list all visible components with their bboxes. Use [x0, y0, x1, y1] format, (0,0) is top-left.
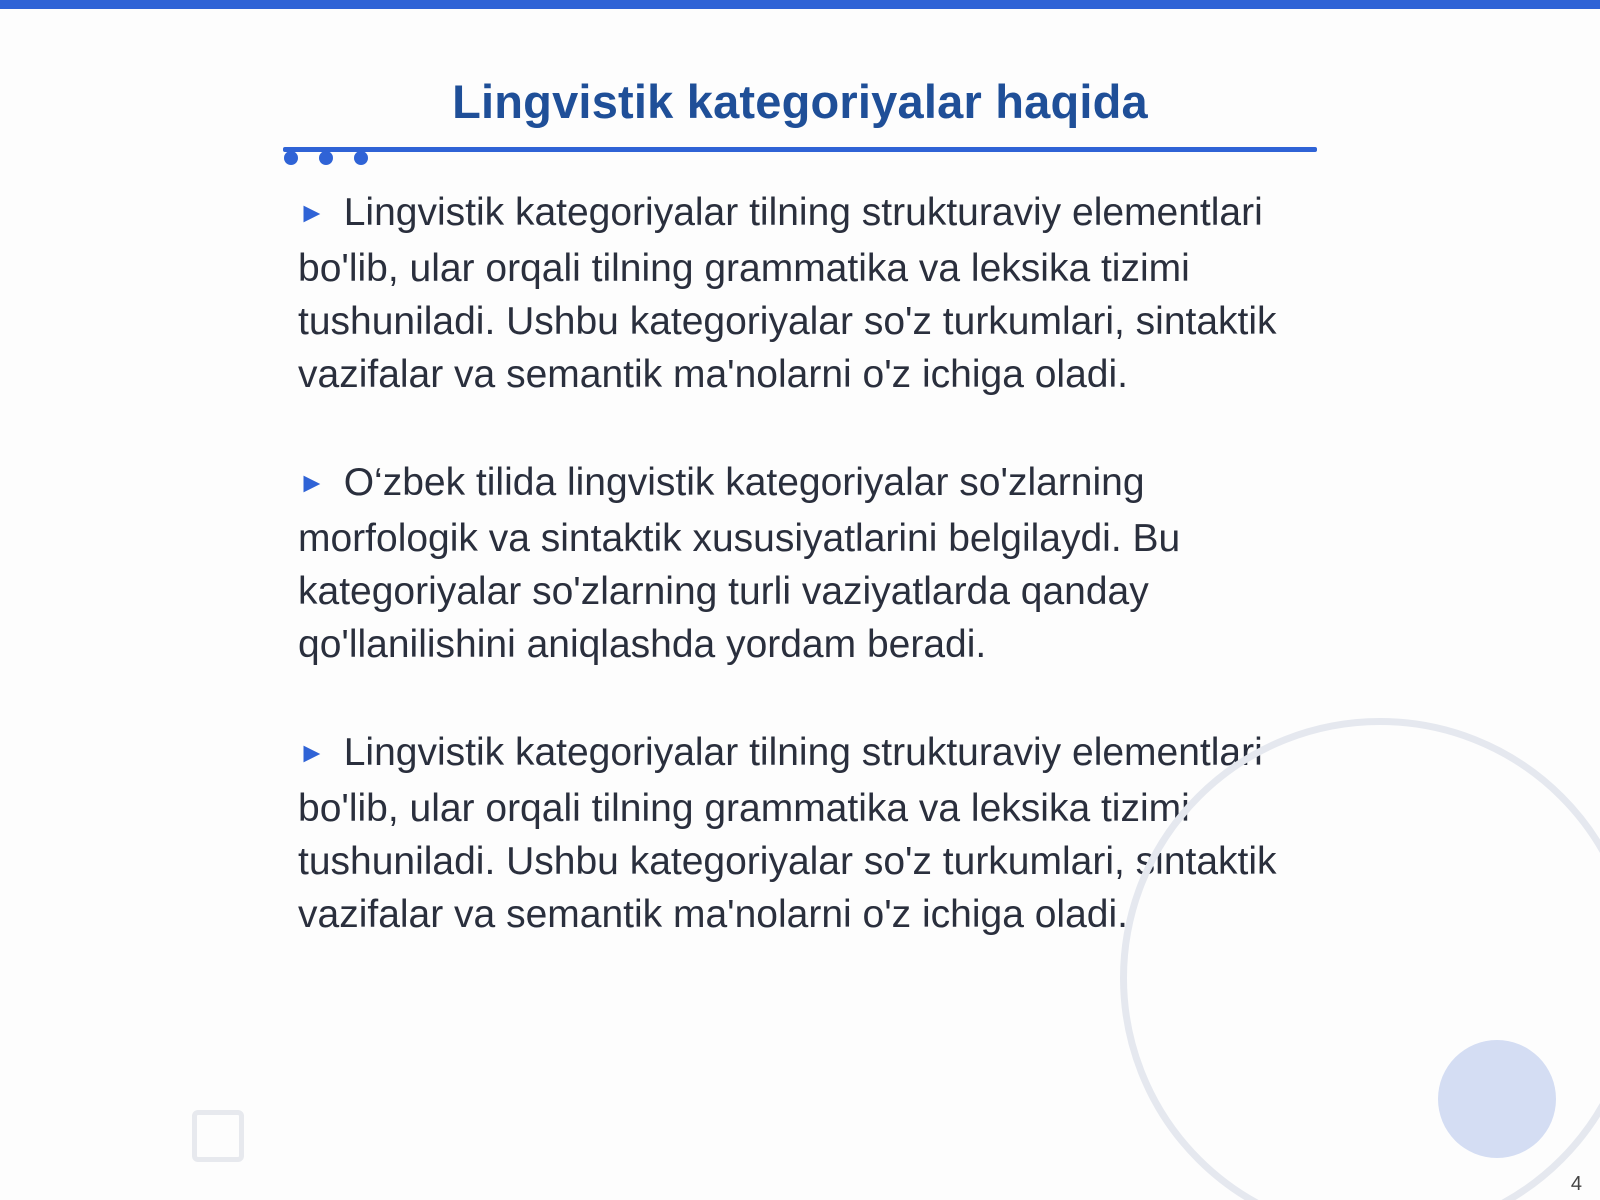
decorative-dot — [319, 151, 333, 165]
bullet-arrow-icon: ► — [298, 197, 326, 228]
bullet-paragraph — [298, 186, 1278, 401]
top-accent-bar — [0, 0, 1600, 9]
bullet-arrow-icon: ► — [298, 467, 326, 498]
bullet-text: Lingvistik kategoriyalar tilning strukturaviy elementlari bo'lib, ular orqali tilning grammatika va leksika tizimi tushuniladi. Ushbu kategoriyalar so'z turkumlari, sintaktik vazifalar va semantik ma'nolarni o'z ichiga oladi. — [298, 191, 1277, 396]
slide-title: Lingvistik kategoriyalar haqida — [452, 75, 1148, 128]
bullet-arrow-icon: ► — [298, 737, 326, 768]
bullet-text: Lingvistik kategoriyalar tilning strukturaviy elementlari bo'lib, ular orqali tilning grammatika va leksika tizimi tushuniladi. Ushbu kategoriyalar so'z turkumlari, sintaktik vazifalar va semantik ma'nolarni o'z ichiga oladi. — [298, 731, 1277, 936]
title-underline — [283, 147, 1317, 152]
decorative-dot — [354, 151, 368, 165]
decorative-dot — [284, 151, 298, 165]
decorative-circle — [1438, 1040, 1556, 1158]
decorative-square — [192, 1110, 244, 1162]
bullet-list — [298, 186, 1278, 941]
bullet-paragraph — [298, 456, 1278, 671]
page-number: 4 — [1570, 1173, 1582, 1195]
bullet-text: O‘zbek tilida lingvistik kategoriyalar so'zlarning morfologik va sintaktik xususiyatlarini belgilaydi. Bu kategoriyalar so'zlarning turli vaziyatlarda qanday qo'llanilishini aniqlashda yordam beradi. — [298, 461, 1181, 666]
